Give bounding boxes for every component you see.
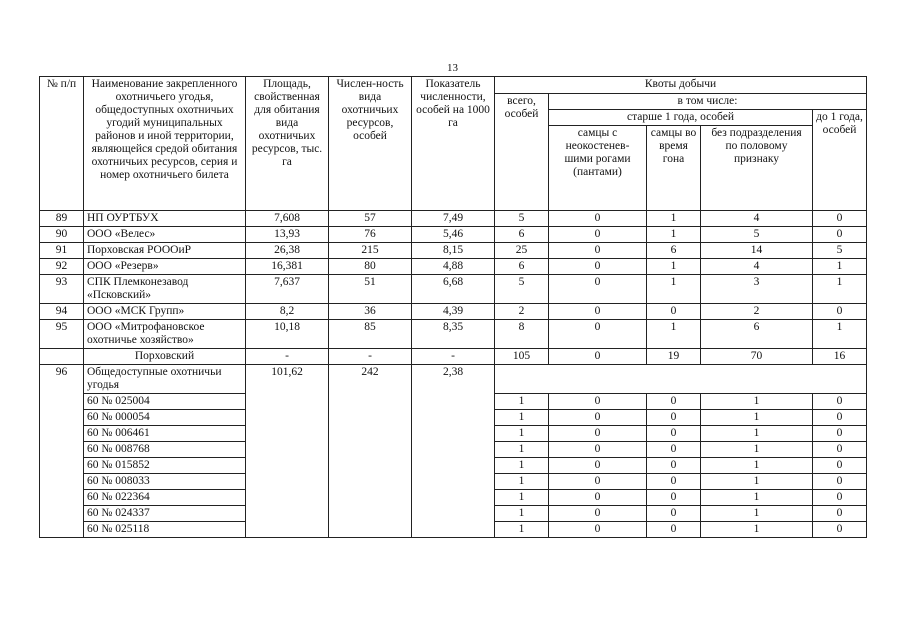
row-males-rut: 1 — [647, 275, 701, 304]
public-num: 96 — [40, 365, 84, 538]
row-name: ООО «Митрофановское охотничье хозяйство» — [84, 320, 246, 349]
row-count: 76 — [329, 227, 412, 243]
ticket-males-rut: 0 — [647, 426, 701, 442]
table-row — [40, 211, 867, 227]
row-under1: 1 — [813, 320, 867, 349]
row-males-velvet: 0 — [549, 227, 647, 243]
ticket-males-rut: 0 — [647, 506, 701, 522]
ticket-number: 60 № 006461 — [84, 426, 246, 442]
row-name: ООО «Велес» — [84, 227, 246, 243]
row-area: 7,608 — [246, 211, 329, 227]
ticket-no-sex: 1 — [701, 490, 813, 506]
ticket-no-sex: 1 — [701, 474, 813, 490]
row-no-sex: 5 — [701, 227, 813, 243]
row-males-velvet: 0 — [549, 259, 647, 275]
ticket-under1: 0 — [813, 474, 867, 490]
row-count: 85 — [329, 320, 412, 349]
public-grounds-row — [40, 365, 867, 394]
row-density: 5,46 — [412, 227, 495, 243]
row-under1: 0 — [813, 227, 867, 243]
row-total: 25 — [495, 243, 549, 259]
row-no-sex: 3 — [701, 275, 813, 304]
ticket-males-rut: 0 — [647, 474, 701, 490]
row-under1: 5 — [813, 243, 867, 259]
ticket-males-velvet: 0 — [549, 522, 647, 538]
ticket-total: 1 — [495, 458, 549, 474]
ticket-under1: 0 — [813, 426, 867, 442]
ticket-males-rut: 0 — [647, 442, 701, 458]
row-area: 7,637 — [246, 275, 329, 304]
row-under1: 0 — [813, 211, 867, 227]
ticket-males-velvet: 0 — [549, 426, 647, 442]
row-count: 215 — [329, 243, 412, 259]
header-area: Площадь, свойственная для обитания вида охотничьих ресурсов, тыс. га — [246, 77, 329, 211]
row-num: 91 — [40, 243, 84, 259]
row-males-rut: 1 — [647, 320, 701, 349]
ticket-no-sex: 1 — [701, 394, 813, 410]
header-including: в том числе: — [549, 94, 867, 110]
public-quota-blank — [495, 365, 867, 394]
row-density: 8,35 — [412, 320, 495, 349]
ticket-no-sex: 1 — [701, 506, 813, 522]
header-quotas: Квоты добычи — [495, 77, 867, 94]
header-older: старше 1 года, особей — [549, 110, 813, 126]
header-num: № п/п — [40, 77, 84, 211]
header-total: всего, особей — [495, 94, 549, 211]
row-males-rut: 1 — [647, 259, 701, 275]
row-name: ООО «Резерв» — [84, 259, 246, 275]
ticket-males-velvet: 0 — [549, 458, 647, 474]
ticket-males-rut: 0 — [647, 490, 701, 506]
subtotal-males-velvet: 0 — [549, 349, 647, 365]
subtotal-area: - — [246, 349, 329, 365]
row-area: 16,381 — [246, 259, 329, 275]
row-males-velvet: 0 — [549, 211, 647, 227]
table-row — [40, 275, 867, 304]
ticket-total: 1 — [495, 506, 549, 522]
header-name: Наименование закрепленного охотничьего угодья, общедоступных охотничьих угодий муниципальных районов и иной территории, являющейся средой обитания охотничьих ресурсов, серия и номер охотничьего билета — [84, 77, 246, 211]
row-count: 36 — [329, 304, 412, 320]
row-num: 92 — [40, 259, 84, 275]
public-density: 2,38 — [412, 365, 495, 538]
row-name: Порховская РОООиР — [84, 243, 246, 259]
ticket-total: 1 — [495, 394, 549, 410]
row-num: 89 — [40, 211, 84, 227]
row-count: 51 — [329, 275, 412, 304]
row-no-sex: 4 — [701, 259, 813, 275]
row-num: 95 — [40, 320, 84, 349]
subtotal-males-rut: 19 — [647, 349, 701, 365]
public-name: Общедоступные охотничьи угодья — [84, 365, 246, 394]
ticket-under1: 0 — [813, 394, 867, 410]
subtotal-row — [40, 349, 867, 365]
row-males-velvet: 0 — [549, 243, 647, 259]
row-total: 6 — [495, 227, 549, 243]
header-no-sex: без подразделения по половому признаку — [701, 126, 813, 211]
row-density: 4,88 — [412, 259, 495, 275]
ticket-total: 1 — [495, 522, 549, 538]
header-density: Показатель численности, особей на 1000 га — [412, 77, 495, 211]
row-under1: 1 — [813, 275, 867, 304]
public-count: 242 — [329, 365, 412, 538]
row-count: 80 — [329, 259, 412, 275]
row-num: 90 — [40, 227, 84, 243]
table-row — [40, 320, 867, 349]
ticket-number: 60 № 024337 — [84, 506, 246, 522]
ticket-number: 60 № 000054 — [84, 410, 246, 426]
ticket-total: 1 — [495, 490, 549, 506]
subtotal-total: 105 — [495, 349, 549, 365]
ticket-total: 1 — [495, 410, 549, 426]
row-area: 8,2 — [246, 304, 329, 320]
subtotal-name: Порховский — [84, 349, 246, 365]
ticket-total: 1 — [495, 474, 549, 490]
ticket-number: 60 № 015852 — [84, 458, 246, 474]
ticket-no-sex: 1 — [701, 522, 813, 538]
table-row — [40, 259, 867, 275]
row-no-sex: 2 — [701, 304, 813, 320]
row-total: 6 — [495, 259, 549, 275]
table-row — [40, 227, 867, 243]
ticket-no-sex: 1 — [701, 442, 813, 458]
ticket-number: 60 № 022364 — [84, 490, 246, 506]
ticket-no-sex: 1 — [701, 410, 813, 426]
row-males-rut: 1 — [647, 211, 701, 227]
row-area: 13,93 — [246, 227, 329, 243]
page-number: 13 — [447, 62, 458, 74]
row-males-velvet: 0 — [549, 275, 647, 304]
row-total: 5 — [495, 275, 549, 304]
subtotal-density: - — [412, 349, 495, 365]
ticket-under1: 0 — [813, 490, 867, 506]
row-total: 5 — [495, 211, 549, 227]
row-density: 4,39 — [412, 304, 495, 320]
row-num: 93 — [40, 275, 84, 304]
ticket-males-rut: 0 — [647, 458, 701, 474]
row-name: ООО «МСК Групп» — [84, 304, 246, 320]
ticket-males-velvet: 0 — [549, 442, 647, 458]
ticket-number: 60 № 008768 — [84, 442, 246, 458]
header-under1: до 1 года, особей — [813, 110, 867, 211]
row-under1: 1 — [813, 259, 867, 275]
ticket-number: 60 № 025118 — [84, 522, 246, 538]
row-no-sex: 14 — [701, 243, 813, 259]
header-males-velvet: самцы с неокостенев-шими рогами (пантами) — [549, 126, 647, 211]
ticket-total: 1 — [495, 442, 549, 458]
header-count: Числен-ность вида охотничьих ресурсов, особей — [329, 77, 412, 211]
ticket-males-rut: 0 — [647, 394, 701, 410]
ticket-under1: 0 — [813, 506, 867, 522]
ticket-no-sex: 1 — [701, 458, 813, 474]
row-total: 2 — [495, 304, 549, 320]
ticket-males-velvet: 0 — [549, 490, 647, 506]
public-area: 101,62 — [246, 365, 329, 538]
ticket-total: 1 — [495, 426, 549, 442]
row-total: 8 — [495, 320, 549, 349]
ticket-under1: 0 — [813, 410, 867, 426]
ticket-males-velvet: 0 — [549, 410, 647, 426]
ticket-number: 60 № 025004 — [84, 394, 246, 410]
ticket-males-rut: 0 — [647, 522, 701, 538]
row-males-rut: 0 — [647, 304, 701, 320]
row-males-velvet: 0 — [549, 320, 647, 349]
row-area: 26,38 — [246, 243, 329, 259]
subtotal-num — [40, 349, 84, 365]
row-name: СПК Племконезавод «Псковский» — [84, 275, 246, 304]
row-density: 7,49 — [412, 211, 495, 227]
hunting-quota-table — [39, 76, 867, 538]
ticket-number: 60 № 008033 — [84, 474, 246, 490]
table-row — [40, 304, 867, 320]
row-num: 94 — [40, 304, 84, 320]
ticket-males-velvet: 0 — [549, 506, 647, 522]
subtotal-count: - — [329, 349, 412, 365]
row-no-sex: 4 — [701, 211, 813, 227]
ticket-under1: 0 — [813, 458, 867, 474]
row-males-velvet: 0 — [549, 304, 647, 320]
ticket-under1: 0 — [813, 442, 867, 458]
ticket-no-sex: 1 — [701, 426, 813, 442]
ticket-under1: 0 — [813, 522, 867, 538]
row-under1: 0 — [813, 304, 867, 320]
row-count: 57 — [329, 211, 412, 227]
subtotal-under1: 16 — [813, 349, 867, 365]
row-density: 6,68 — [412, 275, 495, 304]
row-males-rut: 1 — [647, 227, 701, 243]
subtotal-no-sex: 70 — [701, 349, 813, 365]
ticket-males-rut: 0 — [647, 410, 701, 426]
ticket-males-velvet: 0 — [549, 474, 647, 490]
table-row — [40, 243, 867, 259]
row-no-sex: 6 — [701, 320, 813, 349]
row-males-rut: 6 — [647, 243, 701, 259]
header-males-rut: самцы во время гона — [647, 126, 701, 211]
ticket-males-velvet: 0 — [549, 394, 647, 410]
row-area: 10,18 — [246, 320, 329, 349]
row-density: 8,15 — [412, 243, 495, 259]
row-name: НП ОУРТБУХ — [84, 211, 246, 227]
